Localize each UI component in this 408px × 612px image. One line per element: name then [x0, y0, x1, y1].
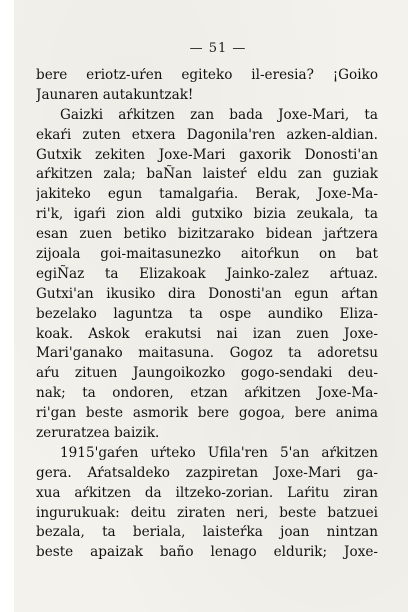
text-line: koak. Askok erakutsi nai izan zuen Joxe- — [36, 325, 378, 342]
body-text — [36, 66, 378, 563]
text-line: aŕu zituen Jaungoikozko gogo-sendaki deu- — [36, 365, 378, 382]
text-line: Jaunaren autakuntzak! — [36, 86, 194, 103]
text-line: Gaizki aŕkitzen zan bada Joxe-Mari, ta — [60, 106, 378, 123]
text-line: ri'gan beste asmorik bere gogoa, bere anima — [36, 405, 378, 422]
text-line: ekaŕi zuten etxera Dagonila'ren azken-aldian. — [36, 126, 378, 143]
text-line: Gutxi'an ikusiko dira Donosti'an egun aŕtan — [36, 285, 378, 302]
text-line: nak; ta ondoren, etzan aŕkitzen Joxe-Ma- — [36, 385, 378, 402]
text-line: Mari'ganako maitasuna. Gogoz ta adoretsu — [36, 345, 378, 362]
text-line: egiÑaz ta Elizakoak Jainko-zalez aŕtuaz. — [36, 265, 378, 282]
text-line: ri'k, igaŕi zion aldi gutxiko bizia zeukala, ta — [36, 206, 378, 223]
text-line: beste apaizak baño lenago eldurik; Joxe- — [36, 544, 378, 561]
text-line: aŕkitzen zala; baÑan laisteŕ eldu zan guziak — [36, 166, 378, 183]
text-line: ingurukuak: deitu ziraten neri, beste batzuei — [36, 504, 378, 521]
text-line: jakiteko egun tamalgaŕia. Berak, Joxe-Ma- — [36, 186, 378, 203]
text-line: Gutxik zekiten Joxe-Mari gaxorik Donosti'an — [36, 146, 378, 163]
text-line: 1915'gaŕen uŕteko Ufila'ren 5'an aŕkitzen — [60, 444, 378, 461]
text-line: xua aŕkitzen da iltzeko-zorian. Laŕitu ziran — [36, 484, 378, 501]
text-line: bezelako laguntza ta ospe aundiko Eliza- — [36, 305, 378, 322]
text-line: gera. Aŕatsaldeko zazpiretan Joxe-Mari ga- — [36, 464, 378, 481]
text-line: zeruratzea baizik. — [36, 425, 160, 442]
text-line: zijoala goi-maitasunezko aitoŕkun on bat — [36, 246, 378, 263]
text-line: bezala, ta beriala, laisteŕka joan nintzan — [36, 524, 378, 541]
text-line: esan zuen betiko bizitzarako bidean jaŕtzera — [36, 226, 378, 243]
text-line: bere eriotz-uŕen egiteko il-eresia? ¡Goiko — [36, 67, 378, 83]
page-number: — 51 — — [189, 41, 247, 56]
